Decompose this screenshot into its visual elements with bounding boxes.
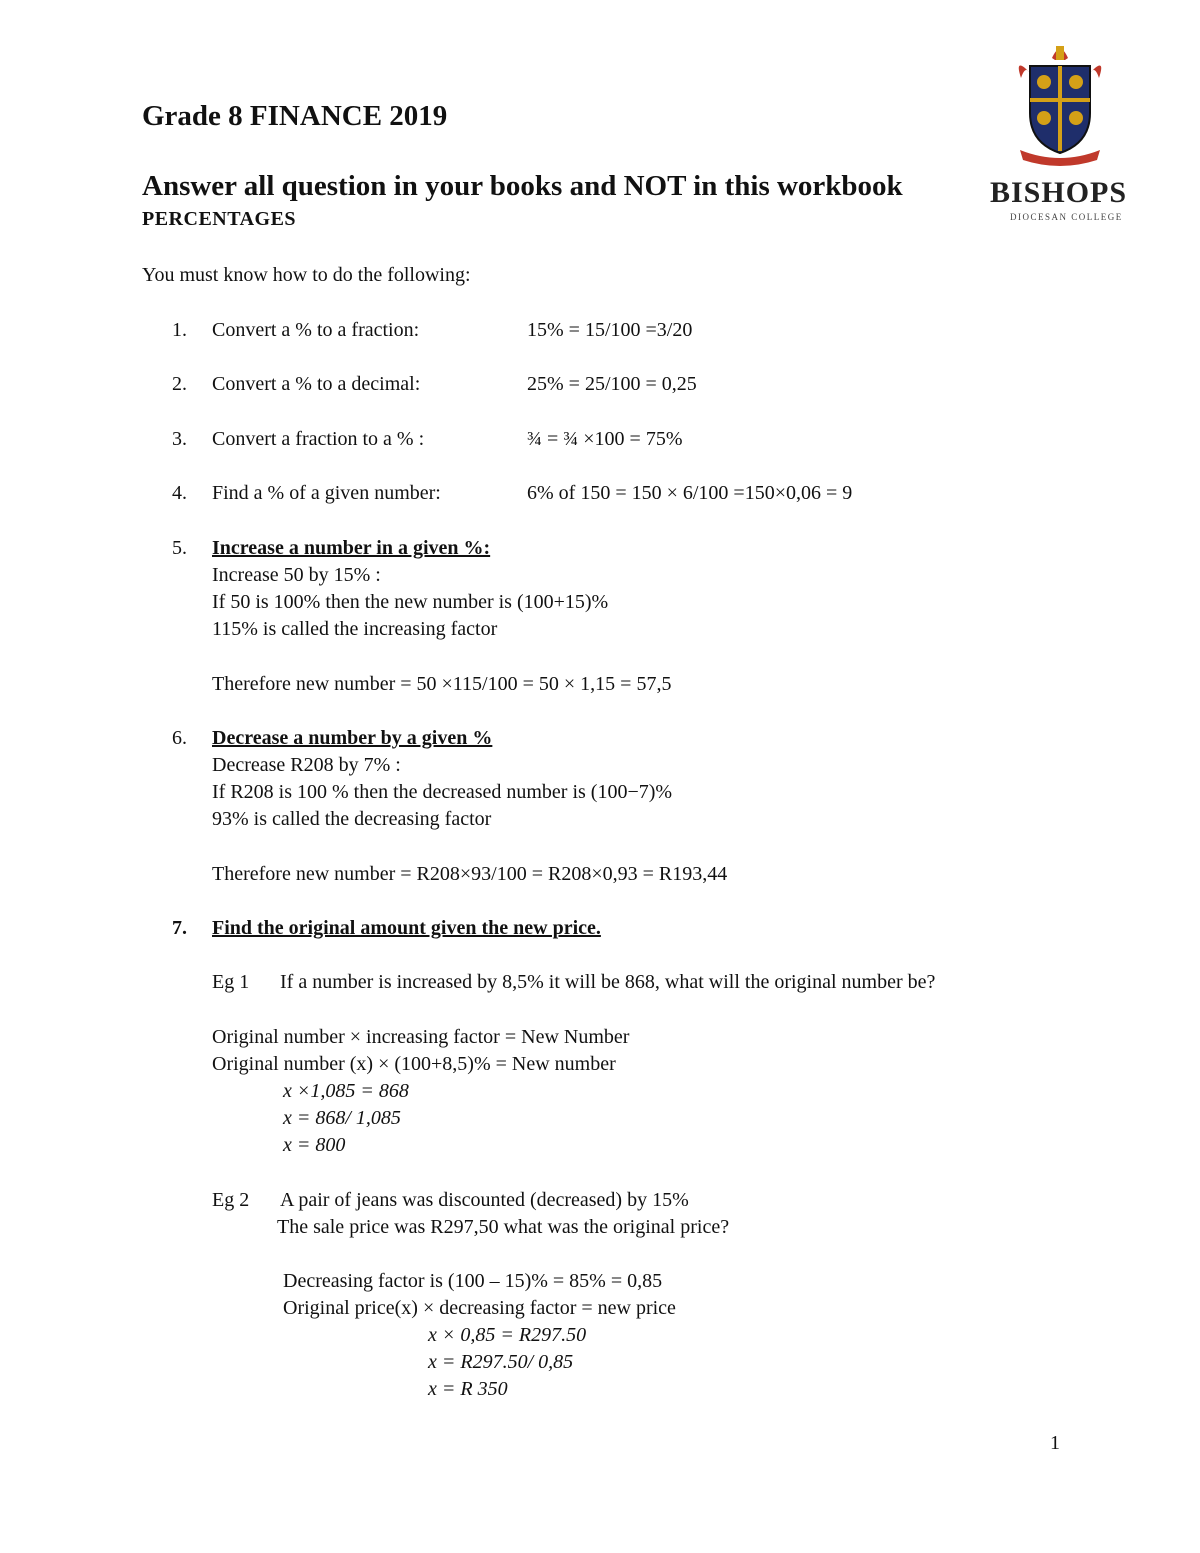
item-label: Find a % of a given number: (212, 482, 441, 504)
page-number: 1 (1050, 1432, 1060, 1454)
section-heading: PERCENTAGES (142, 208, 297, 230)
example-line: Original number × increasing factor = New Number (212, 1026, 630, 1048)
example-text: A pair of jeans was discounted (decreased) by 15% (280, 1189, 689, 1211)
item-number: 7. (172, 917, 187, 939)
item-example: 15% = 15/100 =3/20 (527, 319, 693, 341)
item-result: Therefore new number = R208×93/100 = R208×0,93 = R193,44 (212, 863, 728, 885)
item-example: 6% of 150 = 150 × 6/100 =150×0,06 = 9 (527, 482, 853, 504)
example-line: Original price(x) × decreasing factor = new price (283, 1297, 676, 1319)
item-number: 1. (172, 319, 187, 341)
example-label: Eg 1 (212, 971, 250, 993)
item-line: 115% is called the increasing factor (212, 618, 498, 640)
item-number: 2. (172, 373, 187, 395)
item-number: 4. (172, 482, 187, 504)
example-step: x = R297.50/ 0,85 (428, 1351, 574, 1373)
page-title: Grade 8 FINANCE 2019 (142, 100, 448, 132)
example-step: x ×1,085 = 868 (283, 1080, 409, 1102)
school-crest-icon (1015, 38, 1105, 168)
example-line: Decreasing factor is (100 – 15)% = 85% = 0,85 (283, 1270, 663, 1292)
item-line: Increase 50 by 15% : (212, 564, 381, 586)
page-subtitle: Answer all question in your books and NOT in this workbook (142, 170, 903, 202)
item-number: 6. (172, 727, 187, 749)
item-label: Convert a % to a fraction: (212, 319, 420, 341)
item-heading: Increase a number in a given %: (212, 537, 491, 559)
item-example: 25% = 25/100 = 0,25 (527, 373, 697, 395)
example-label: Eg 2 (212, 1189, 250, 1211)
item-line: Decrease R208 by 7% : (212, 754, 401, 776)
item-label: Convert a fraction to a % : (212, 428, 425, 450)
example-step: x = 868/ 1,085 (283, 1107, 401, 1129)
item-example: ¾ = ¾ ×100 = 75% (527, 428, 683, 450)
example-text: The sale price was R297,50 what was the original price? (277, 1216, 730, 1238)
item-number: 3. (172, 428, 187, 450)
example-text: If a number is increased by 8,5% it will be 868, what will the original number be? (280, 971, 936, 993)
item-heading: Decrease a number by a given % (212, 727, 493, 749)
item-number: 5. (172, 537, 187, 559)
example-step: x = R 350 (428, 1378, 508, 1400)
item-heading: Find the original amount given the new price. (212, 917, 601, 939)
item-line: 93% is called the decreasing factor (212, 808, 492, 830)
example-line: Original number (x) × (100+8,5)% = New number (212, 1053, 616, 1075)
item-line: If 50 is 100% then the new number is (100+15)% (212, 591, 609, 613)
logo-subtitle: DIOCESAN COLLEGE (1010, 212, 1123, 222)
example-step: x × 0,85 = R297.50 (428, 1324, 587, 1346)
item-label: Convert a % to a decimal: (212, 373, 421, 395)
item-line: If R208 is 100 % then the decreased number is (100−7)% (212, 781, 673, 803)
item-result: Therefore new number = 50 ×115/100 = 50 × 1,15 = 57,5 (212, 673, 672, 695)
logo-name: BISHOPS (990, 176, 1128, 209)
intro-text: You must know how to do the following: (142, 264, 471, 286)
example-step: x = 800 (283, 1134, 346, 1156)
